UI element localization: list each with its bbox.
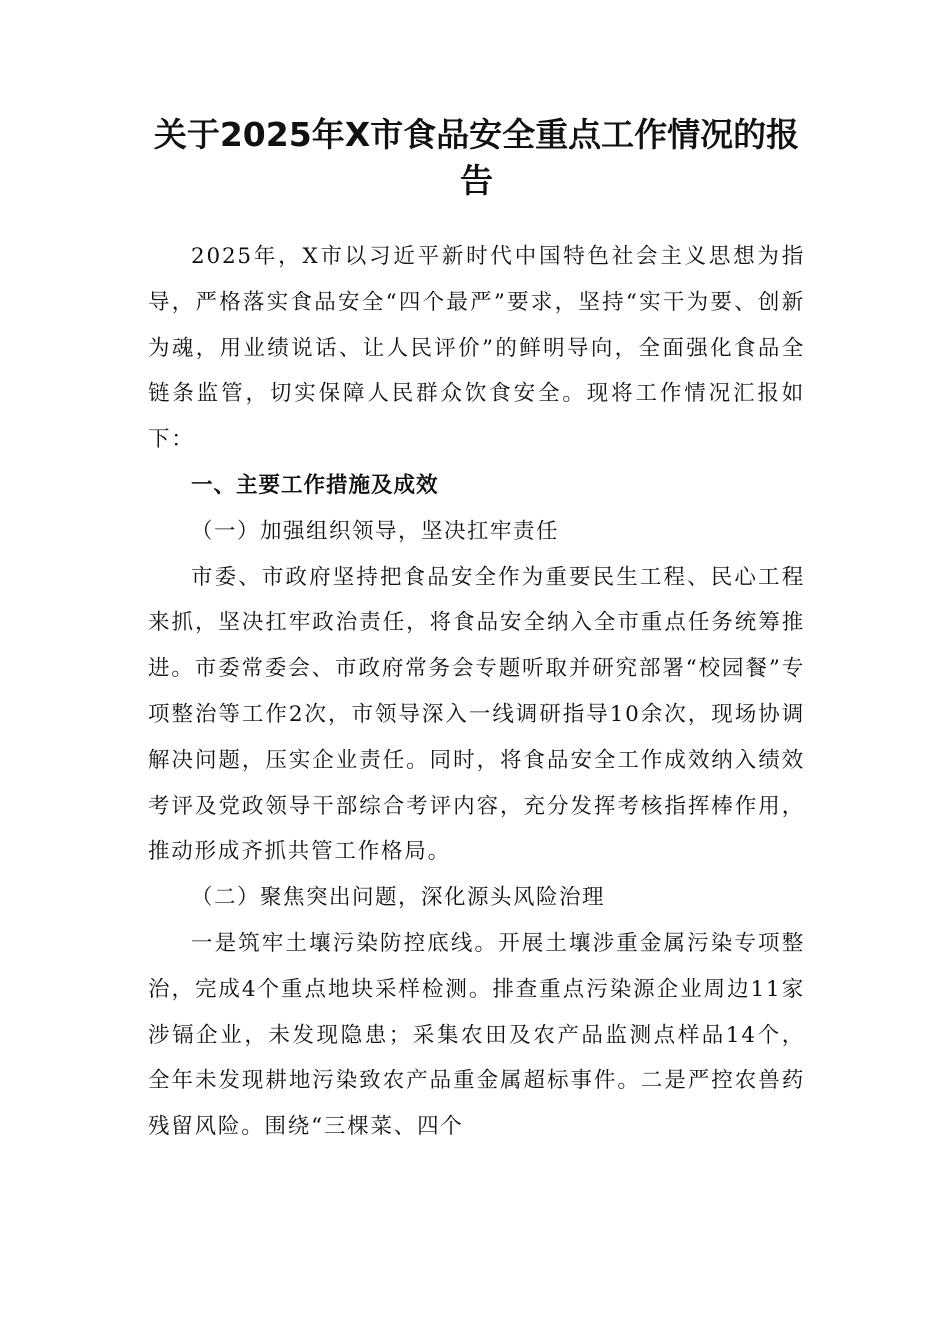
subsection-paragraph-2: 一是筑牢土壤污染防控底线。开展土壤涉重金属污染专项整治，完成4个重点地块采样检测。排查重点污染源企业周边11家涉镉企业，未发现隐患；采集农田及农产品监测点样品14个，全年未发现耕地污染致农产品重金属超标事件。二是严控农兽药残留风险。围绕“三棵菜、四个 (148, 930, 805, 1140)
subsection-paragraph-1: 市委、市政府坚持把食品安全作为重要民生工程、民心工程来抓，坚决扛牢政治责任，将食品安全纳入全市重点任务统筹推进。市委常委会、市政府常务会专题听取并研究部署“校园餐”专项整治等工作2次，市领导深入一线调研指导10余次，现场协调解决问题，压实企业责任。同时，将食品安全工作成效纳入绩效考评及党政领导干部综合考评内容，充分发挥考核指挥棒作用，推动形成齐抓共管工作格局。 (148, 564, 805, 865)
subsection-heading-2: （二）聚焦突出问题，深化源头风险治理 (191, 885, 606, 911)
document-page (148, 112, 805, 1150)
section-heading-1: 一、主要工作措施及成效 (191, 472, 439, 498)
document-title: 关于2025年X市食品安全重点工作情况的报告 (153, 115, 800, 200)
document-body (148, 234, 805, 1150)
subsection-heading-1: （一）加强组织领导，坚决扛牢责任 (191, 518, 560, 544)
intro-paragraph: 2025年，X市以习近平新时代中国特色社会主义思想为指导，严格落实食品安全“四个最严”要求，坚持“实干为要、创新为魂，用业绩说话、让人民评价”的鲜明导向，全面强化食品全链条监管，切实保障人民群众饮食安全。现将工作情况汇报如下： (148, 244, 805, 453)
